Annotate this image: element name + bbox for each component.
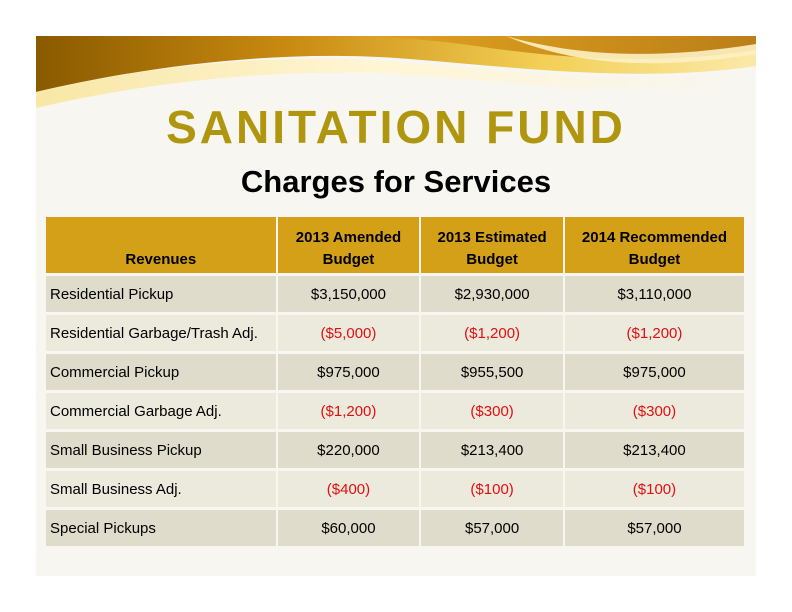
table-row <box>46 314 744 353</box>
recommended-value: $57,000 <box>564 509 744 547</box>
header-2013-estimated: 2013 Estimated Budget <box>420 217 564 275</box>
table-row <box>46 470 744 509</box>
estimated-value: ($100) <box>420 470 564 509</box>
header-2014-recommended: 2014 Recommended Budget <box>564 217 744 275</box>
slide-title: SANITATION FUND <box>166 101 626 153</box>
table-header-row <box>46 217 744 275</box>
table-row <box>46 431 744 470</box>
estimated-value: $57,000 <box>420 509 564 547</box>
amended-value: $975,000 <box>277 353 421 392</box>
row-label: Residential Garbage/Trash Adj. <box>46 314 277 353</box>
estimated-value: ($1,200) <box>420 314 564 353</box>
amended-value: ($1,200) <box>277 392 421 431</box>
recommended-value: ($1,200) <box>564 314 744 353</box>
slide-subtitle: Charges for Services <box>240 164 552 199</box>
row-label: Residential Pickup <box>46 275 277 314</box>
table-row <box>46 509 744 547</box>
estimated-value: $2,930,000 <box>420 275 564 314</box>
row-label: Small Business Pickup <box>46 431 277 470</box>
recommended-value: $975,000 <box>564 353 744 392</box>
row-label: Commercial Garbage Adj. <box>46 392 277 431</box>
amended-value: ($5,000) <box>277 314 421 353</box>
row-label: Commercial Pickup <box>46 353 277 392</box>
recommended-value: ($100) <box>564 470 744 509</box>
table-row <box>46 275 744 314</box>
estimated-value: $955,500 <box>420 353 564 392</box>
estimated-value: ($300) <box>420 392 564 431</box>
recommended-value: ($300) <box>564 392 744 431</box>
row-label: Small Business Adj. <box>46 470 277 509</box>
amended-value: $220,000 <box>277 431 421 470</box>
header-revenues: Revenues <box>46 217 277 275</box>
estimated-value: $213,400 <box>420 431 564 470</box>
amended-value: $60,000 <box>277 509 421 547</box>
amended-value: ($400) <box>277 470 421 509</box>
amended-value: $3,150,000 <box>277 275 421 314</box>
header-2013-amended: 2013 Amended Budget <box>277 217 421 275</box>
table-row <box>46 392 744 431</box>
row-label: Special Pickups <box>46 509 277 547</box>
table-row <box>46 353 744 392</box>
slide <box>36 36 756 576</box>
recommended-value: $3,110,000 <box>564 275 744 314</box>
recommended-value: $213,400 <box>564 431 744 470</box>
revenue-table <box>46 217 744 546</box>
